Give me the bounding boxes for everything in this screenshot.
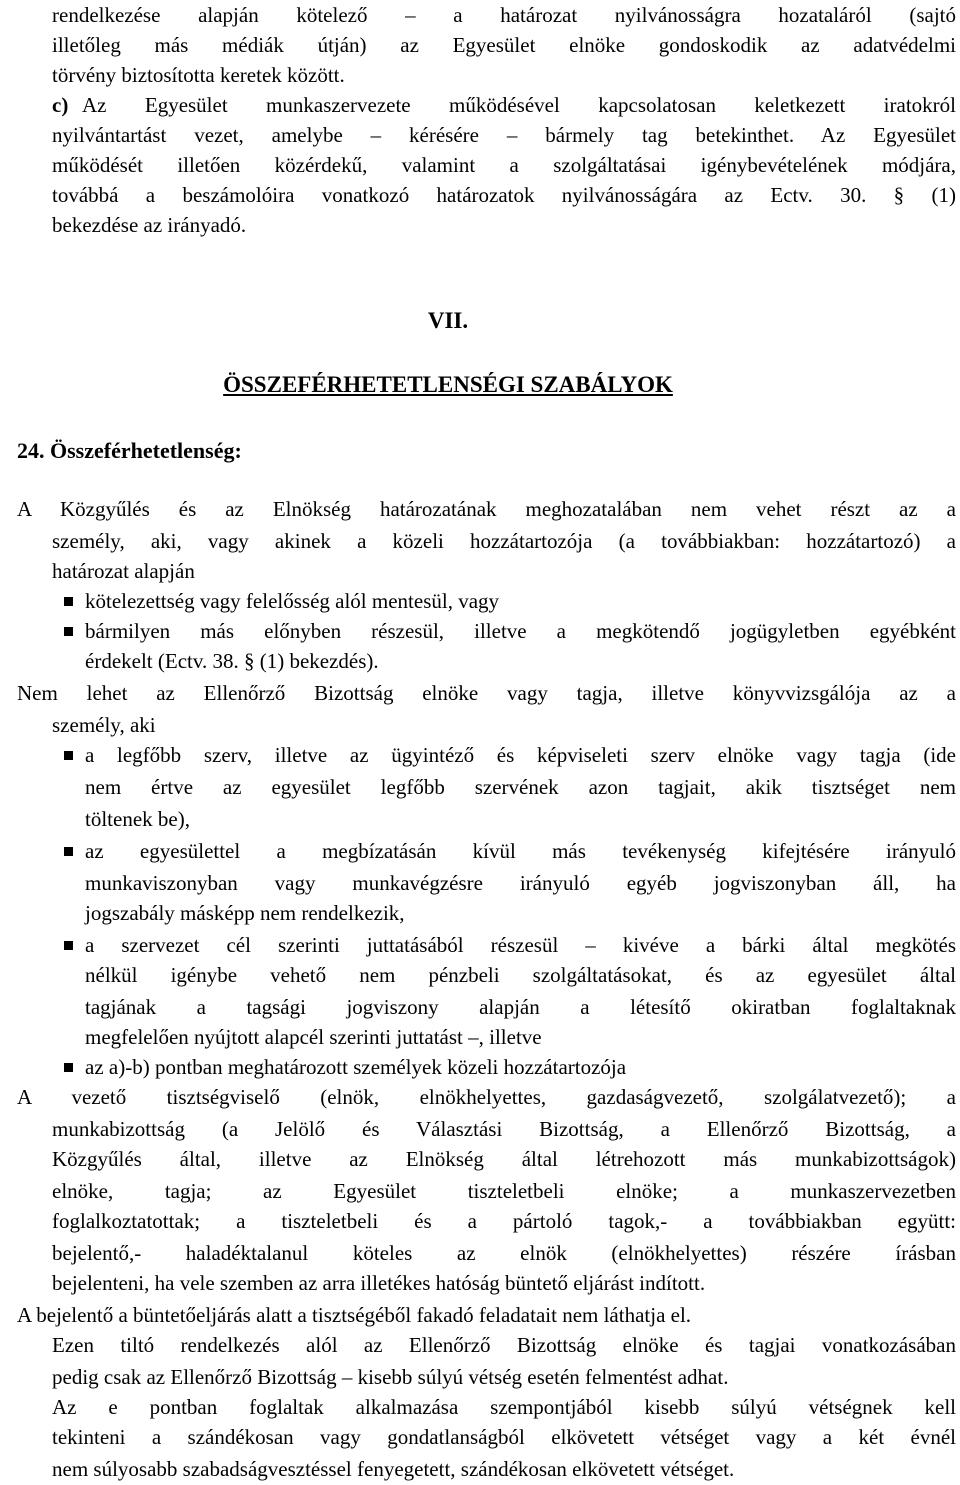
body-text-line: rendelkezése alapján kötelező – a határozat nyilvánosságra hozataláról (sajtó	[52, 3, 956, 27]
body-text-line: A bejelentő a büntetőeljárás alatt a tisztségéből fakadó feladatait nem láthatja el.	[17, 1303, 692, 1327]
body-text-line: bekezdése az irányadó.	[52, 213, 247, 237]
body-text-line: nyilvántartást vezet, amelybe – kérésére – bármely tag betekinthet. Az Egyesület	[52, 123, 956, 147]
body-text-line: tekinteni a szándékosan vagy gondatlanságból elkövetett vétséget vagy a két évnél	[52, 1425, 956, 1449]
square-bullet-icon	[64, 941, 73, 950]
list-item-line: munkaviszonyban vagy munkavégzésre irányuló egyéb jogviszonyban áll, ha	[85, 871, 956, 895]
body-text-line: A vezető tisztségviselő (elnök, elnökhelyettes, gazdaságvezető, szolgálatvezető); a	[17, 1085, 956, 1109]
square-bullet-icon	[64, 751, 73, 760]
square-bullet-icon	[64, 847, 73, 856]
body-text-line: határozat alapján	[52, 559, 195, 583]
chapter-title: ÖSSZEFÉRHETETLENSÉGI SZABÁLYOK	[223, 372, 673, 397]
section-heading: 24. Összeférhetetlenség:	[17, 438, 242, 463]
body-text-line: működését illetően közérdekű, valamint a szolgáltatásai igénybevételének módjára,	[52, 153, 956, 177]
body-text-line: pedig csak az Ellenőrző Bizottság – kisebb súlyú vétség esetén felmentést adhat.	[52, 1365, 729, 1389]
square-bullet-icon	[64, 627, 73, 636]
list-item-line: az egyesülettel a megbízatásán kívül más tevékenység kifejtésére irányuló	[85, 839, 956, 863]
body-text-line: személy, aki	[52, 713, 156, 737]
chapter-number: VII.	[427, 308, 469, 333]
body-text-line: illetőleg más médiák útján) az Egyesület elnöke gondoskodik az adatvédelmi	[52, 33, 956, 57]
list-item-line: nem értve az egyesület legfőbb szervének azon tagjait, akik tisztséget nem	[85, 775, 956, 799]
square-bullet-icon	[64, 597, 73, 606]
list-item-line: tagjának a tagsági jogviszony alapján a létesítő okiratban foglaltaknak	[85, 995, 956, 1019]
body-text-line: foglalkoztatottak; a tiszteletbeli és a pártoló tagok,- a továbbiakban együtt:	[52, 1209, 956, 1233]
list-item-line: bármilyen más előnyben részesül, illetve a megkötendő jogügyletben egyébként	[85, 619, 956, 643]
list-item-line: megfelelően nyújtott alapcél szerinti juttatást –, illetve	[85, 1025, 542, 1049]
list-item-line: a szervezet cél szerinti juttatásából részesül – kivéve a bárki által megkötés	[85, 933, 956, 957]
body-text-line: Közgyűlés által, illetve az Elnökség által létrehozott más munkabizottságok)	[52, 1147, 956, 1171]
body-text-line: személy, aki, vagy akinek a közeli hozzátartozója (a továbbiakban: hozzátartozó) a	[52, 529, 956, 553]
body-text-line: továbbá a beszámolóira vonatkozó határozatok nyilvánosságára az Ectv. 30. § (1)	[52, 183, 956, 207]
body-text-line: bejelenteni, ha vele szemben az arra illetékes hatóság büntető eljárást indított.	[52, 1271, 706, 1295]
body-text-line: munkabizottság (a Jelölő és Választási Bizottság, a Ellenőrző Bizottság, a	[52, 1117, 956, 1141]
list-marker-c: c)	[52, 93, 69, 117]
list-item-line: a legfőbb szerv, illetve az ügyintéző és képviseleti szerv elnöke vagy tagja (ide	[85, 743, 956, 767]
list-item-line: nélkül igénybe vehető nem pénzbeli szolgáltatásokat, és az egyesület által	[85, 963, 956, 987]
list-item-line: érdekelt (Ectv. 38. § (1) bekezdés).	[85, 649, 379, 673]
square-bullet-icon	[64, 1063, 73, 1072]
body-text-line: elnöke, tagja; az Egyesület tiszteletbeli elnöke; a munkaszervezetben	[52, 1179, 956, 1203]
list-item-line: jogszabály másképp nem rendelkezik,	[85, 901, 405, 925]
list-item-line: az a)-b) pontban meghatározott személyek közeli hozzátartozója	[85, 1055, 627, 1079]
list-item-line: töltenek be),	[85, 807, 190, 831]
body-text-line: bejelentő,- haladéktalanul köteles az elnök (elnökhelyettes) részére írásban	[52, 1241, 956, 1265]
body-text-line: nem súlyosabb szabadságvesztéssel fenyegetett, szándékosan elkövetett vétséget.	[52, 1457, 735, 1481]
body-text-line: Nem lehet az Ellenőrző Bizottság elnöke vagy tagja, illetve könyvvizsgálója az a	[17, 681, 956, 705]
list-item-line: kötelezettség vagy felelősség alól mentesül, vagy	[85, 589, 500, 613]
body-text-line: Az Egyesület munkaszervezete működésével kapcsolatosan keletkezett iratokról	[82, 93, 956, 117]
body-text-line: A Közgyűlés és az Elnökség határozatának meghozatalában nem vehet részt az a	[17, 497, 956, 521]
body-text-line: törvény biztosította keretek között.	[52, 63, 345, 87]
body-text-line: Ezen tiltó rendelkezés alól az Ellenőrző Bizottság elnöke és tagjai vonatkozásában	[52, 1333, 956, 1357]
body-text-line: Az e pontban foglaltak alkalmazása szempontjából kisebb súlyú vétségnek kell	[52, 1395, 956, 1419]
